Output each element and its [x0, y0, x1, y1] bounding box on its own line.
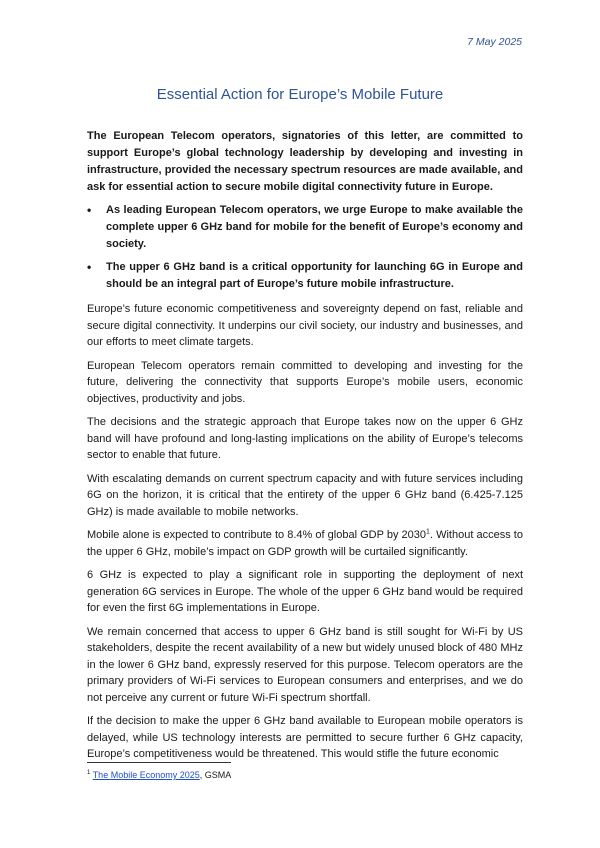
document-title: Essential Action for Europe’s Mobile Future — [156, 86, 444, 103]
body-paragraph: Europe’s future economic competitiveness and sovereignty depend on fast, reliable and secure digital connectivity. It underpins our civil society, our industry and businesses, and our efforts to meet climate targets. — [87, 303, 523, 348]
intro-paragraph: The European Telecom operators, signatories of this letter, are committed to support Europe’s global technology leadership by developing and investing in infrastructure, provided the necessary spectrum resources are made available, and ask for essential action to secure mobile digital connectivity future in Europe. — [87, 130, 523, 193]
document-date: 7 May 2025 — [467, 36, 522, 48]
document-body — [87, 128, 523, 770]
footnote — [87, 767, 231, 781]
key-point: • As leading European Telecom operators, we urge Europe to make available the complete upper 6 GHz band for mobile for the benefit of Europe’s economy and society. — [87, 202, 523, 253]
body-paragraph: The decisions and the strategic approach that Europe takes now on the upper 6 GHz band will have profound and long-lasting implications on the ability of Europe’s telecoms sector to enable that future. — [87, 416, 523, 461]
body-paragraph: 6 GHz is expected to play a significant role in supporting the deployment of next generation 6G services in Europe. The whole of the upper 6 GHz band would be required for even the first 6G implementations in Europe. — [87, 569, 523, 614]
body-paragraph: If the decision to make the upper 6 GHz band available to European mobile operators is delayed, while US technology interests are permitted to secure further 6 GHz capacity, Europe’s competitiveness would be threatened. This would stifle the future economic — [87, 715, 523, 760]
footnote-link[interactable]: The Mobile Economy 2025 — [92, 770, 200, 780]
gdp-sentence-rest: . Without access to the upper 6 GHz, mobile’s impact on GDP growth will be curtailed significantly. — [87, 529, 523, 558]
footnote-suffix: , GSMA — [199, 770, 232, 780]
key-point: • The upper 6 GHz band is a critical opportunity for launching 6G in Europe and should be an integral part of Europe’s future mobile infrastructure. — [87, 259, 523, 293]
body-paragraph: We remain concerned that access to upper 6 GHz band is still sought for Wi-Fi by US stakeholders, despite the recent availability of a new but widely unused block of 480 MHz in the lower 6 GHz band, expressly reserved for this purpose. Telecom operators are the primary providers of Wi-Fi services to European consumers and enterprises, and we do not perceive any current or future Wi-Fi spectrum shortfall. — [87, 625, 523, 704]
body-paragraph: With escalating demands on current spectrum capacity and with future services including 6G on the horizon, it is critical that the entirety of the upper 6 GHz band (6.425-7.125 GHz) is made available to mobile networks. — [87, 472, 523, 518]
footnote-ref[interactable]: 1 — [426, 528, 430, 536]
body-paragraph-gdp — [87, 527, 523, 560]
footnote-number: 1 — [87, 770, 91, 776]
gdp-sentence: Mobile alone is expected to contribute to 8.4% of global GDP by 2030 — [87, 529, 427, 541]
key-points-list — [87, 202, 523, 293]
footnote-divider — [87, 762, 231, 763]
body-paragraph: European Telecom operators remain committed to developing and investing for the future, delivering the connectivity that supports Europe’s mobile users, economic objectives, productivity and jobs. — [87, 359, 523, 405]
